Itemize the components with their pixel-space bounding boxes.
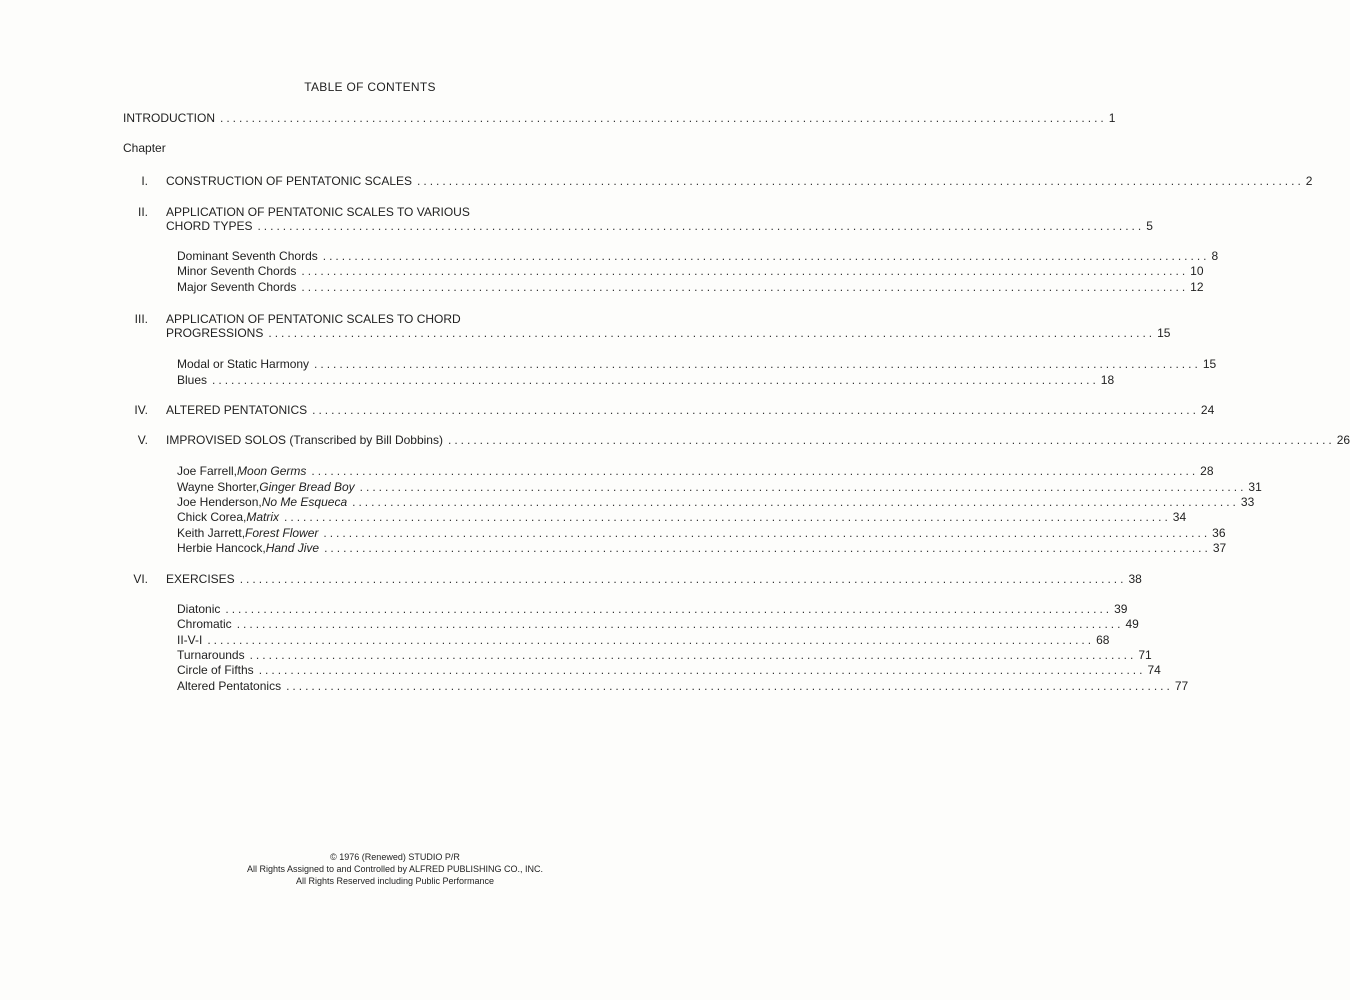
- leader-dots: ............................................................................................................................................: [312, 403, 1199, 417]
- toc-subentry[interactable]: [177, 526, 1226, 541]
- toc-subentry[interactable]: [177, 264, 1204, 279]
- leader-dots: ............................................................................................................................................: [324, 541, 1211, 555]
- toc-page-number: 12: [1190, 280, 1204, 294]
- toc-entry-label: INTRODUCTION: [123, 111, 215, 125]
- page-title: TABLE OF CONTENTS: [304, 80, 436, 94]
- chapter-numeral: II.: [137, 205, 148, 219]
- toc-page-number: 39: [1114, 602, 1128, 616]
- toc-page-number: 26: [1336, 433, 1350, 447]
- toc-subentry[interactable]: [177, 679, 1189, 694]
- toc-subentry[interactable]: [177, 357, 1217, 372]
- leader-dots: ............................................................................................................................................: [249, 648, 1137, 662]
- toc-page-number: 18: [1100, 373, 1115, 387]
- chapter-title-continued: PROGRESSIONS: [166, 326, 264, 340]
- chapter-title: EXERCISES: [166, 572, 235, 586]
- toc-page-number: 1: [1108, 111, 1116, 125]
- toc-page-number: 8: [1211, 249, 1219, 263]
- chapter-title: IMPROVISED SOLOS (Transcribed by Bill Dobbins): [166, 433, 443, 447]
- leader-dots: ............................................................................................................................................: [258, 663, 1146, 677]
- copyright-footer: [195, 851, 595, 887]
- toc-page-number: 31: [1248, 480, 1262, 494]
- toc-page-number: 38: [1128, 572, 1142, 586]
- leader-dots: ............................................................................................................................................: [301, 280, 1189, 294]
- solo-artist: Herbie Hancock,: [177, 541, 266, 555]
- leader-dots: ............................................................................................................................................: [212, 373, 1099, 387]
- toc-subentry[interactable]: [177, 464, 1214, 479]
- toc-page-number: 2: [1305, 174, 1313, 188]
- solo-artist: Keith Jarrett,: [177, 526, 246, 540]
- leader-dots: ............................................................................................................................................: [447, 433, 1335, 447]
- solo-artist: Joe Henderson,: [177, 495, 262, 509]
- toc-subentry[interactable]: [177, 495, 1255, 510]
- toc-chapter-1[interactable]: [166, 174, 1313, 189]
- subentry-label: Dominant Seventh Chords: [177, 249, 318, 263]
- toc-page-number: 68: [1096, 633, 1110, 647]
- chapter-numeral: IV.: [134, 403, 148, 417]
- chapter-title: APPLICATION OF PENTATONIC SCALES TO VARIOUS: [166, 205, 470, 219]
- subentry-label: II-V-I: [177, 633, 203, 647]
- subentry-label: Minor Seventh Chords: [177, 264, 297, 278]
- toc-page-number: 5: [1146, 219, 1153, 233]
- subentry-label: Chromatic: [177, 617, 232, 631]
- leader-dots: ............................................................................................................................................: [301, 264, 1189, 278]
- toc-entry-introduction[interactable]: [123, 111, 1116, 126]
- toc-page-number: 37: [1212, 541, 1227, 555]
- chapter-heading: Chapter: [123, 141, 166, 155]
- solo-tune: No Me Esqueca: [261, 495, 348, 509]
- toc-subentry[interactable]: [177, 617, 1139, 632]
- performance-line: All Rights Reserved including Public Performance: [295, 876, 495, 886]
- leader-dots: ............................................................................................................................................: [311, 464, 1199, 478]
- toc-page-number: 15: [1202, 357, 1217, 371]
- leader-dots: ............................................................................................................................................: [225, 602, 1113, 616]
- leader-dots: ............................................................................................................................................: [284, 510, 1171, 524]
- solo-tune: Matrix: [246, 510, 280, 524]
- leader-dots: ............................................................................................................................................: [257, 219, 1145, 233]
- subentry-label: Blues: [177, 373, 208, 387]
- toc-page-number: 34: [1172, 510, 1187, 524]
- toc-page-number: 28: [1200, 464, 1214, 478]
- leader-dots: ............................................................................................................................................: [417, 174, 1304, 188]
- subentry-label: Circle of Fifths: [177, 663, 254, 677]
- leader-dots: ............................................................................................................................................: [236, 617, 1124, 631]
- subentry-label: Modal or Static Harmony: [177, 357, 310, 371]
- toc-subentry[interactable]: [177, 541, 1227, 556]
- chapter-numeral: I.: [141, 174, 148, 188]
- solo-tune: Hand Jive: [265, 541, 320, 555]
- leader-dots: ............................................................................................................................................: [322, 249, 1210, 263]
- toc-subentry[interactable]: [177, 249, 1219, 264]
- solo-tune: Forest Flower: [245, 526, 319, 540]
- chapter-title: APPLICATION OF PENTATONIC SCALES TO CHORD: [166, 312, 461, 326]
- toc-subentry[interactable]: [177, 480, 1262, 495]
- leader-dots: ............................................................................................................................................: [220, 111, 1107, 125]
- toc-page-number: 10: [1190, 264, 1204, 278]
- toc-page-number: 15: [1157, 326, 1171, 340]
- toc-chapter-5[interactable]: [166, 433, 1350, 448]
- chapter-title-continued: CHORD TYPES: [166, 219, 253, 233]
- subentry-label: Altered Pentatonics: [177, 679, 282, 693]
- toc-page-number: 77: [1174, 679, 1189, 693]
- toc-subentry[interactable]: [177, 280, 1204, 295]
- toc-page-number: 24: [1200, 403, 1215, 417]
- rights-line: All Rights Assigned to and Controlled by ALFRED PUBLISHING CO., INC.: [246, 864, 544, 874]
- toc-subentry[interactable]: [177, 663, 1161, 678]
- toc-chapter-6[interactable]: [166, 572, 1142, 587]
- chapter-numeral: VI.: [133, 572, 148, 586]
- subentry-label: Turnarounds: [177, 648, 245, 662]
- toc-subentry[interactable]: [177, 510, 1187, 525]
- toc-page-number: 74: [1147, 663, 1161, 677]
- copyright-line: © 1976 (Renewed) STUDIO P/R: [330, 852, 460, 862]
- toc-page-number: 36: [1212, 526, 1226, 540]
- toc-subentry[interactable]: [177, 602, 1128, 617]
- solo-artist: Joe Farrell,: [177, 464, 238, 478]
- solo-tune: Ginger Bread Boy: [259, 480, 355, 494]
- toc-page-number: 49: [1125, 617, 1139, 631]
- leader-dots: ............................................................................................................................................: [268, 326, 1156, 340]
- toc-page-number: 33: [1240, 495, 1255, 509]
- solo-artist: Wayne Shorter,: [177, 480, 260, 494]
- chapter-title: CONSTRUCTION OF PENTATONIC SCALES: [166, 174, 413, 188]
- chapter-numeral: III.: [134, 312, 148, 326]
- leader-dots: ............................................................................................................................................: [352, 495, 1239, 509]
- subentry-label: Major Seventh Chords: [177, 280, 297, 294]
- leader-dots: ............................................................................................................................................: [286, 679, 1173, 693]
- chapter-title: ALTERED PENTATONICS: [166, 403, 308, 417]
- toc-chapter-4[interactable]: [166, 403, 1215, 418]
- solo-artist: Chick Corea,: [177, 510, 247, 524]
- chapter-numeral: V.: [137, 433, 148, 447]
- leader-dots: ............................................................................................................................................: [314, 357, 1201, 371]
- leader-dots: ............................................................................................................................................: [359, 480, 1247, 494]
- leader-dots: ............................................................................................................................................: [323, 526, 1211, 540]
- toc-chapter-3[interactable]: [166, 326, 1171, 341]
- leader-dots: ............................................................................................................................................: [239, 572, 1127, 586]
- solo-tune: Moon Germs: [237, 464, 307, 478]
- toc-subentry[interactable]: [177, 633, 1110, 648]
- toc-subentry[interactable]: [177, 373, 1115, 388]
- toc-subentry[interactable]: [177, 648, 1152, 663]
- leader-dots: ............................................................................................................................................: [207, 633, 1095, 647]
- toc-chapter-2[interactable]: [166, 219, 1153, 234]
- subentry-label: Diatonic: [177, 602, 221, 616]
- toc-page-number: 71: [1138, 648, 1152, 662]
